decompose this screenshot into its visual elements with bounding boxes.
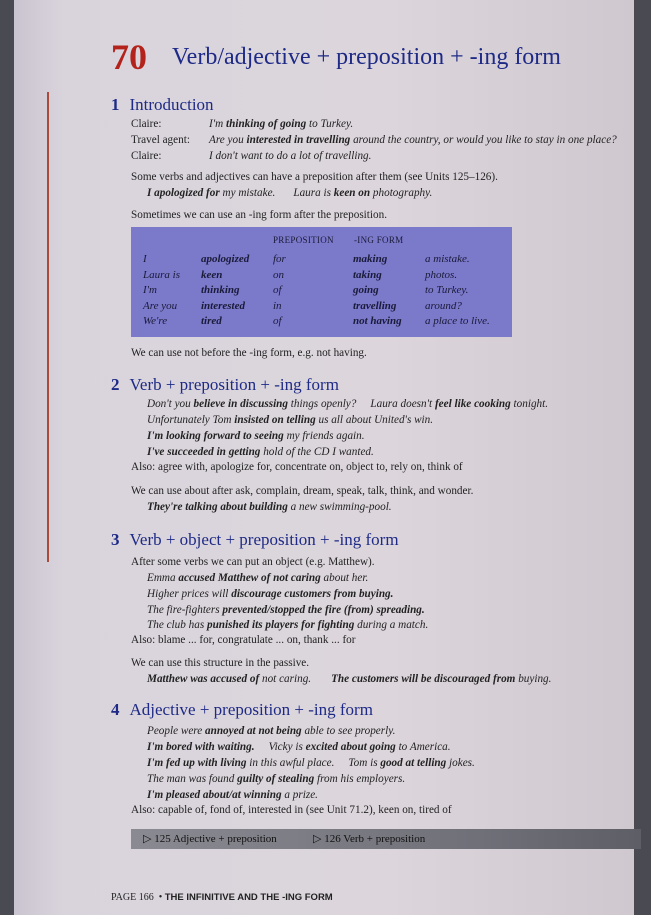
table-cell: in (273, 299, 282, 312)
margin-rule (47, 92, 49, 562)
s2-example-5: They're talking about building a new swimming-pool. (147, 501, 392, 513)
table-cell: around? (425, 299, 462, 312)
s4-also: Also: capable of, fond of, interested in (see Unit 71.2), keen on, tired of (131, 804, 452, 816)
section-3-heading: 3 Verb + object + preposition + -ing form (111, 530, 399, 549)
table-cell: thinking (201, 284, 240, 296)
s1-paragraph-2: Sometimes we can use an -ing form after the preposition. (131, 209, 387, 221)
table-cell: making (353, 253, 388, 265)
section-4-heading: 4 Adjective + preposition + -ing form (111, 700, 373, 719)
table-cell: Are you (143, 299, 178, 312)
table-cell: to Turkey. (425, 284, 469, 296)
ref-link-125[interactable]: ▷ 125 Adjective + preposition (143, 833, 277, 845)
s4-example-5: I'm pleased about/at winning a prize. (147, 789, 318, 801)
s1-examples: I apologized for my mistake. Laura is keen on photography. (147, 187, 433, 199)
table-cell: of (273, 284, 282, 296)
s3-paragraph-2: We can use this structure in the passive. (131, 657, 310, 669)
s3-example-4: The club has punished its players for fighting during a match. (147, 619, 429, 631)
table-cell: interested (201, 299, 245, 312)
table-cell: going (353, 284, 379, 296)
page-footer: PAGE 166 • THE INFINITIVE AND THE -ING FORM (111, 892, 333, 903)
dialog-line-1: Claire: I'm thinking of going to Turkey. (131, 118, 354, 130)
unit-title: Verb/adjective + preposition + -ing form (172, 44, 561, 70)
table-cell: not having (353, 315, 402, 327)
unit-number: 70 (111, 37, 147, 77)
table-cell: We're (143, 315, 168, 327)
table-cell: a place to live. (425, 315, 490, 327)
dialog-line-3: Claire: I don't want to do a lot of travelling. (131, 150, 372, 162)
table-cell: I'm (143, 284, 157, 296)
table-header-preposition: PREPOSITION (273, 235, 334, 245)
table-cell: travelling (353, 299, 397, 312)
table-cell: tired (201, 315, 222, 327)
s1-paragraph-1: Some verbs and adjectives can have a preposition after them (see Units 125–126). (131, 171, 498, 183)
table-cell: Laura is (143, 268, 180, 281)
s4-example-3: I'm fed up with living in this awful place. Tom is good at telling jokes. (147, 757, 475, 769)
s4-example-4: The man was found guilty of stealing from his employers. (147, 773, 406, 785)
s4-example-1: People were annoyed at not being able to see properly. (147, 725, 396, 737)
dialog-line-2: Travel agent: Are you interested in travelling around the country, or would you like to stay in one place? (131, 134, 617, 146)
cross-reference-bar (131, 829, 641, 849)
table-cell: apologized (201, 253, 250, 265)
table-cell: a mistake. (425, 253, 470, 265)
example-table (131, 227, 512, 337)
s4-example-2: I'm bored with waiting. Vicky is excited about going to America. (147, 741, 451, 753)
table-cell: of (273, 315, 282, 327)
section-1-heading: 1 Introduction (111, 95, 214, 114)
table-cell: I (143, 253, 147, 265)
s3-example-1: Emma accused Matthew of not caring about her. (147, 572, 369, 584)
s2-example-1: Don't you believe in discussing things openly? Laura doesn't feel like cooking tonight. (147, 398, 549, 410)
section-2-heading: 2 Verb + preposition + -ing form (111, 375, 339, 394)
s3-example-3: The fire-fighters prevented/stopped the fire (from) spreading. (147, 604, 425, 616)
s2-example-3: I'm looking forward to seeing my friends again. (147, 430, 365, 442)
s2-also: Also: agree with, apologize for, concentrate on, object to, rely on, think of (131, 461, 463, 473)
ref-link-126[interactable]: ▷ 126 Verb + preposition (313, 833, 426, 845)
table-cell: for (273, 253, 286, 265)
book-page (14, 0, 634, 915)
s3-passive-examples: Matthew was accused of not caring. The customers will be discouraged from buying. (147, 673, 552, 685)
table-cell: photos. (425, 268, 458, 281)
s2-example-2: Unfortunately Tom insisted on telling us all about United's win. (147, 414, 434, 426)
table-cell: on (273, 268, 284, 281)
table-cell: keen (201, 268, 223, 281)
s2-paragraph: We can use about after ask, complain, dream, speak, talk, think, and wonder. (131, 485, 474, 497)
s3-paragraph: After some verbs we can put an object (e.g. Matthew). (131, 556, 375, 568)
s3-also: Also: blame ... for, congratulate ... on, thank ... for (131, 634, 356, 646)
table-header-ing-form: -ING FORM (354, 235, 404, 245)
table-cell: taking (353, 268, 382, 281)
s3-example-2: Higher prices will discourage customers from buying. (147, 588, 394, 600)
s2-example-4: I've succeeded in getting hold of the CD I wanted. (147, 446, 374, 458)
s1-paragraph-3: We can use not before the -ing form, e.g. not having. (131, 347, 367, 359)
